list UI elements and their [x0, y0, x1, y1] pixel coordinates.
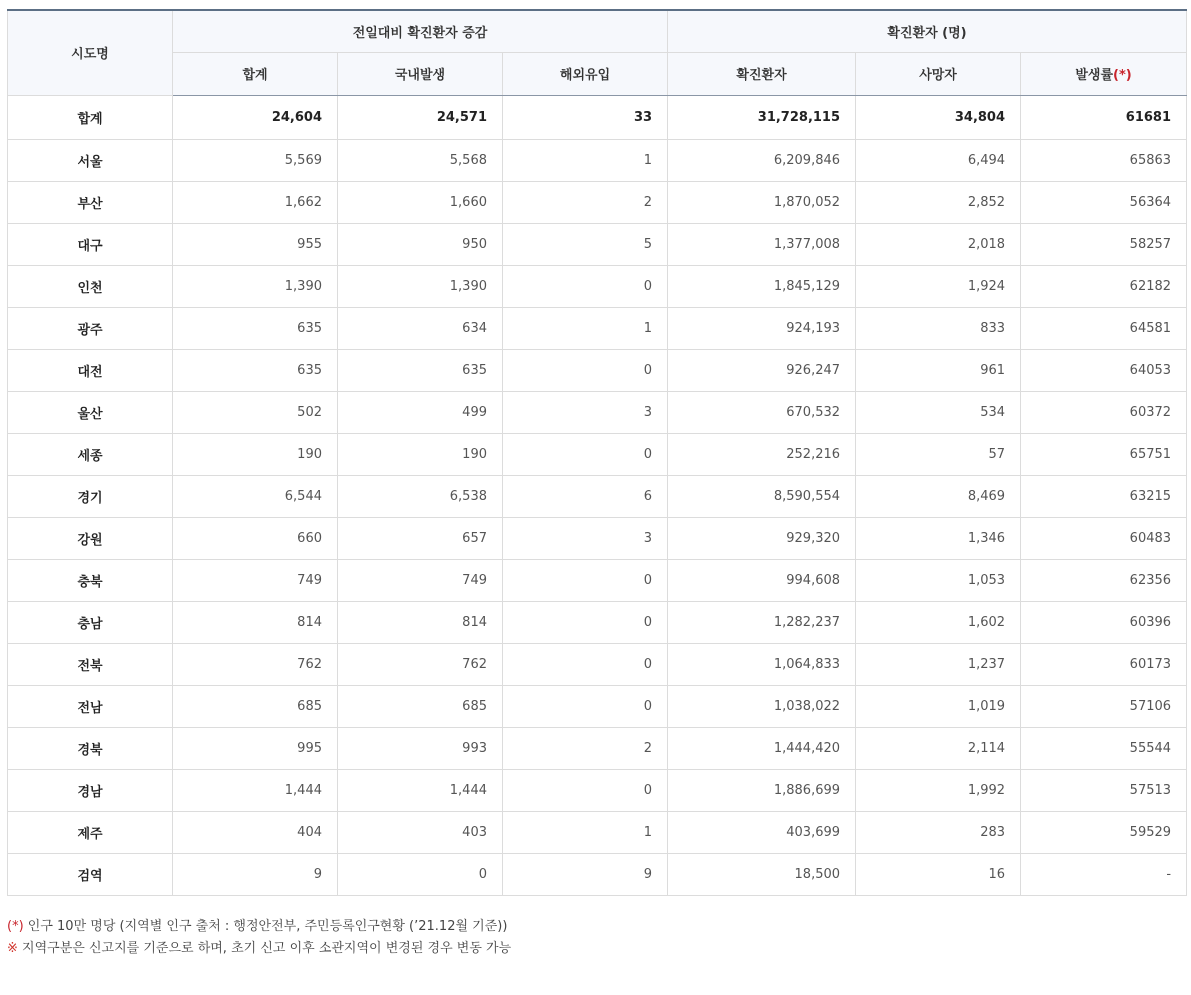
cell-region: 강원	[8, 517, 173, 559]
cell-confirmed: 1,886,699	[668, 769, 856, 811]
table-row	[8, 139, 1187, 181]
cell-sum: 9	[173, 853, 338, 895]
cell-region: 대구	[8, 223, 173, 265]
cell-sum: 762	[173, 643, 338, 685]
cell-domestic: 499	[338, 391, 503, 433]
cell-confirmed: 403,699	[668, 811, 856, 853]
cell-rate: 64581	[1021, 307, 1187, 349]
header-deaths: 사망자	[856, 52, 1021, 95]
cell-deaths: 1,992	[856, 769, 1021, 811]
cell-region: 제주	[8, 811, 173, 853]
cell-rate: 57513	[1021, 769, 1187, 811]
cell-overseas: 0	[503, 433, 668, 475]
table-row	[8, 223, 1187, 265]
cell-sum: 749	[173, 559, 338, 601]
cell-rate: 60173	[1021, 643, 1187, 685]
table-row	[8, 517, 1187, 559]
header-confirmed: 확진환자	[668, 52, 856, 95]
cell-confirmed: 1,038,022	[668, 685, 856, 727]
cell-overseas: 0	[503, 601, 668, 643]
footnote-text: 인구 10만 명당 (지역별 인구 출처 : 행정안전부, 주민등록인구현황 (’21.12월 기준))	[23, 918, 508, 934]
cell-rate: 65751	[1021, 433, 1187, 475]
cell-overseas: 5	[503, 223, 668, 265]
table-row	[8, 853, 1187, 895]
cell-rate: 62182	[1021, 265, 1187, 307]
cell-deaths: 283	[856, 811, 1021, 853]
cell-deaths: 961	[856, 349, 1021, 391]
cell-domestic: 657	[338, 517, 503, 559]
cell-deaths: 1,924	[856, 265, 1021, 307]
cell-domestic: 190	[338, 433, 503, 475]
cell-deaths: 6,494	[856, 139, 1021, 181]
cell-domestic: 1,660	[338, 181, 503, 223]
cell-overseas: 3	[503, 391, 668, 433]
cell-sum: 6,544	[173, 475, 338, 517]
cell-confirmed: 1,064,833	[668, 643, 856, 685]
cell-overseas: 1	[503, 307, 668, 349]
table-row	[8, 811, 1187, 853]
cell-sum: 955	[173, 223, 338, 265]
cell-domestic: 634	[338, 307, 503, 349]
cell-sum: 1,662	[173, 181, 338, 223]
cell-domestic: 635	[338, 349, 503, 391]
cell-domestic: 1,444	[338, 769, 503, 811]
cell-sum: 635	[173, 349, 338, 391]
cell-sum: 404	[173, 811, 338, 853]
cell-confirmed: 1,870,052	[668, 181, 856, 223]
footnotes	[7, 916, 1185, 960]
cell-deaths: 1,602	[856, 601, 1021, 643]
cell-region: 울산	[8, 391, 173, 433]
cell-region: 부산	[8, 181, 173, 223]
cell-domestic: 814	[338, 601, 503, 643]
table-row	[8, 769, 1187, 811]
header-domestic: 국내발생	[338, 52, 503, 95]
table-row	[8, 391, 1187, 433]
footnote-mark: (*)	[7, 918, 24, 934]
cell-rate: 60483	[1021, 517, 1187, 559]
cell-domestic: 762	[338, 643, 503, 685]
cell-confirmed: 1,845,129	[668, 265, 856, 307]
cell-sum: 685	[173, 685, 338, 727]
cell-deaths: 2,852	[856, 181, 1021, 223]
cell-overseas: 0	[503, 769, 668, 811]
cell-overseas: 2	[503, 727, 668, 769]
cell-confirmed: 31,728,115	[668, 95, 856, 139]
header-rate-footnote-mark: (*)	[1113, 68, 1132, 83]
cell-confirmed: 1,377,008	[668, 223, 856, 265]
cell-domestic: 749	[338, 559, 503, 601]
cell-sum: 1,444	[173, 769, 338, 811]
cell-deaths: 1,019	[856, 685, 1021, 727]
cell-confirmed: 926,247	[668, 349, 856, 391]
cell-deaths: 833	[856, 307, 1021, 349]
cell-confirmed: 8,590,554	[668, 475, 856, 517]
cell-confirmed: 1,282,237	[668, 601, 856, 643]
cell-overseas: 0	[503, 349, 668, 391]
cell-sum: 502	[173, 391, 338, 433]
cell-overseas: 1	[503, 811, 668, 853]
footnote-region-basis	[7, 938, 1185, 960]
table-row	[8, 475, 1187, 517]
cell-domestic: 5,568	[338, 139, 503, 181]
cell-overseas: 0	[503, 559, 668, 601]
cell-rate: 61681	[1021, 95, 1187, 139]
cell-region: 경북	[8, 727, 173, 769]
header-sum: 합계	[173, 52, 338, 95]
cell-deaths: 8,469	[856, 475, 1021, 517]
cell-overseas: 1	[503, 139, 668, 181]
cell-rate: 58257	[1021, 223, 1187, 265]
cell-sum: 24,604	[173, 95, 338, 139]
cell-overseas: 33	[503, 95, 668, 139]
cell-confirmed: 670,532	[668, 391, 856, 433]
cell-overseas: 9	[503, 853, 668, 895]
cell-rate: 56364	[1021, 181, 1187, 223]
table-row	[8, 685, 1187, 727]
cell-deaths: 1,237	[856, 643, 1021, 685]
cell-overseas: 0	[503, 643, 668, 685]
cell-rate: 59529	[1021, 811, 1187, 853]
cell-region: 경기	[8, 475, 173, 517]
cell-sum: 814	[173, 601, 338, 643]
reference-mark: ※	[7, 940, 18, 956]
cell-rate: 60372	[1021, 391, 1187, 433]
cell-overseas: 3	[503, 517, 668, 559]
cell-domestic: 24,571	[338, 95, 503, 139]
cell-sum: 995	[173, 727, 338, 769]
cell-deaths: 1,346	[856, 517, 1021, 559]
header-group-cumulative: 확진환자 (명)	[668, 10, 1187, 52]
cell-overseas: 0	[503, 265, 668, 307]
cell-rate: 62356	[1021, 559, 1187, 601]
cell-confirmed: 924,193	[668, 307, 856, 349]
cell-confirmed: 252,216	[668, 433, 856, 475]
cell-region: 광주	[8, 307, 173, 349]
cell-domestic: 403	[338, 811, 503, 853]
cell-region: 대전	[8, 349, 173, 391]
cell-rate: 65863	[1021, 139, 1187, 181]
cell-region: 서울	[8, 139, 173, 181]
footnote-population	[7, 916, 1185, 938]
cell-region: 전남	[8, 685, 173, 727]
cell-sum: 660	[173, 517, 338, 559]
header-region: 시도명	[8, 10, 173, 95]
cell-region: 충남	[8, 601, 173, 643]
cell-confirmed: 1,444,420	[668, 727, 856, 769]
cell-rate: 57106	[1021, 685, 1187, 727]
cell-rate: 55544	[1021, 727, 1187, 769]
table-row-total	[8, 95, 1187, 139]
table-row	[8, 349, 1187, 391]
cell-rate: 60396	[1021, 601, 1187, 643]
header-group-daily-change: 전일대비 확진환자 증감	[173, 10, 668, 52]
covid-regional-table	[7, 9, 1187, 896]
cell-domestic: 6,538	[338, 475, 503, 517]
cell-deaths: 2,114	[856, 727, 1021, 769]
cell-sum: 190	[173, 433, 338, 475]
cell-overseas: 6	[503, 475, 668, 517]
cell-region: 세종	[8, 433, 173, 475]
cell-confirmed: 18,500	[668, 853, 856, 895]
cell-domestic: 993	[338, 727, 503, 769]
footnote-text: 지역구분은 신고지를 기준으로 하며, 초기 신고 이후 소관지역이 변경된 경우 변동 가능	[17, 940, 512, 956]
cell-overseas: 2	[503, 181, 668, 223]
table-header	[8, 10, 1187, 95]
table-row	[8, 559, 1187, 601]
cell-region: 합계	[8, 95, 173, 139]
cell-domestic: 950	[338, 223, 503, 265]
cell-confirmed: 6,209,846	[668, 139, 856, 181]
cell-rate: 64053	[1021, 349, 1187, 391]
cell-deaths: 2,018	[856, 223, 1021, 265]
cell-region: 검역	[8, 853, 173, 895]
table-row	[8, 643, 1187, 685]
header-overseas: 해외유입	[503, 52, 668, 95]
cell-deaths: 1,053	[856, 559, 1021, 601]
cell-overseas: 0	[503, 685, 668, 727]
cell-deaths: 57	[856, 433, 1021, 475]
table-row	[8, 601, 1187, 643]
cell-sum: 635	[173, 307, 338, 349]
table-row	[8, 727, 1187, 769]
cell-rate: -	[1021, 853, 1187, 895]
cell-sum: 5,569	[173, 139, 338, 181]
cell-domestic: 1,390	[338, 265, 503, 307]
table-row	[8, 265, 1187, 307]
cell-region: 경남	[8, 769, 173, 811]
cell-domestic: 0	[338, 853, 503, 895]
cell-region: 충북	[8, 559, 173, 601]
table-row	[8, 433, 1187, 475]
cell-region: 인천	[8, 265, 173, 307]
table-row	[8, 307, 1187, 349]
cell-deaths: 534	[856, 391, 1021, 433]
header-rate	[1021, 52, 1187, 95]
cell-region: 전북	[8, 643, 173, 685]
table-body	[8, 95, 1187, 895]
cell-confirmed: 994,608	[668, 559, 856, 601]
cell-rate: 63215	[1021, 475, 1187, 517]
cell-deaths: 16	[856, 853, 1021, 895]
table-row	[8, 181, 1187, 223]
header-rate-label: 발생률	[1075, 68, 1114, 83]
cell-confirmed: 929,320	[668, 517, 856, 559]
cell-deaths: 34,804	[856, 95, 1021, 139]
cell-domestic: 685	[338, 685, 503, 727]
cell-sum: 1,390	[173, 265, 338, 307]
